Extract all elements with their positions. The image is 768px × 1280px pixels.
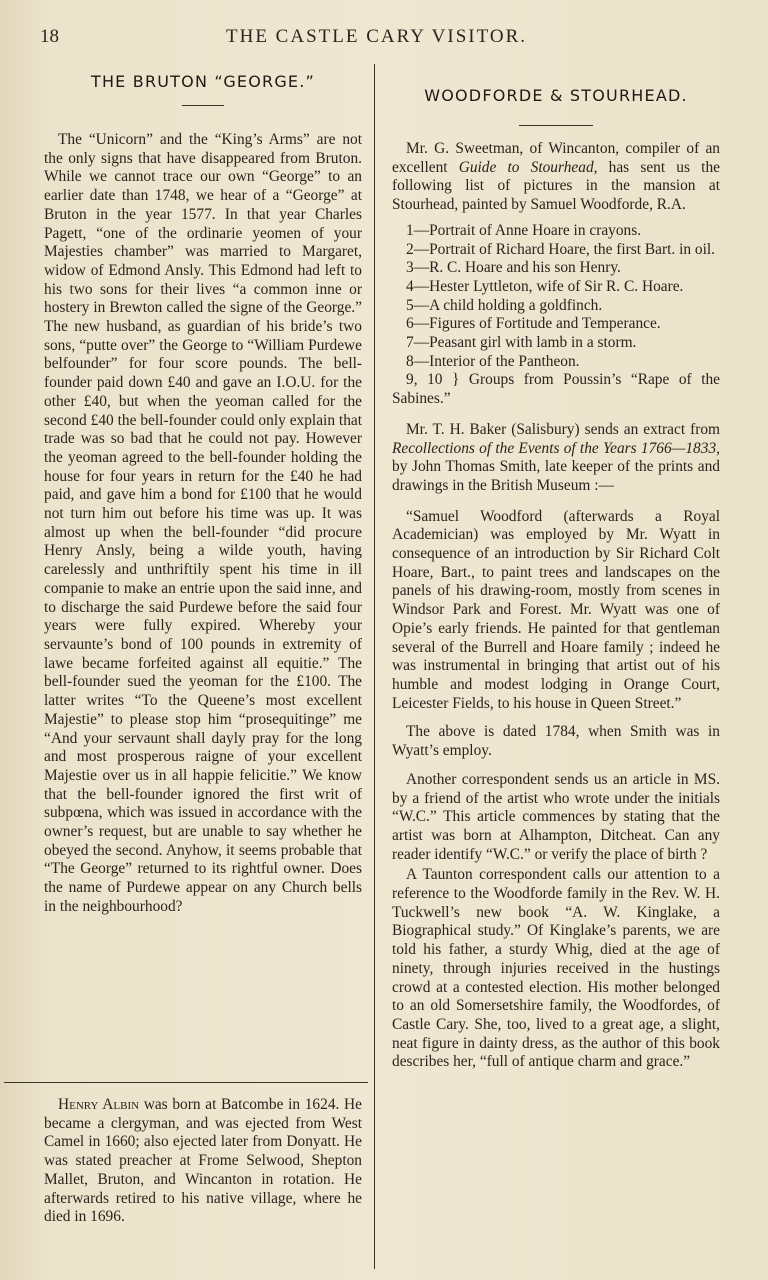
running-title: THE CASTLE CARY VISITOR. <box>226 26 528 47</box>
right-column <box>392 86 720 1072</box>
list-item: 5—A child holding a goldfinch. <box>406 296 603 314</box>
list-item: 2—Portrait of Richard Hoare, the first Bart. in oil. <box>406 240 716 258</box>
book-title: Recollections of the Events of the Years 1766—1833 <box>392 439 717 457</box>
column-divider <box>374 64 375 1269</box>
intro-text-cont: , has sent us the following list of pictures in the mansion at Stourhead, painted by Samuel Woodforde, R.A. <box>392 158 720 214</box>
dated-paragraph: The above is dated 1784, when Smith was in Wyatt’s employ. <box>392 723 720 760</box>
baker-text-cont: , by John Thomas Smith, late keeper of the prints and drawings in the British Museum :— <box>392 439 720 494</box>
list-item: 7—Peasant girl with lamb in a storm. <box>406 334 637 352</box>
title-rule <box>519 125 593 126</box>
article-title-bruton-george: THE BRUTON “GEORGE.” <box>90 72 316 91</box>
intro-text: Mr. G. Sweetman, of Wincanton, compiler of an excellent <box>392 140 720 176</box>
albin-note <box>44 1096 362 1227</box>
article-title-woodforde: WOODFORDE & STOURHEAD. <box>424 86 688 105</box>
albin-paragraph <box>44 1096 362 1227</box>
albin-name: Henry Albin <box>58 1096 140 1113</box>
section-rule <box>4 1082 368 1083</box>
taunton-paragraph: A Taunton correspondent calls our attention to a reference to the Woodforde family in the Rev. W. H. Tuckwell’s new book “A. W. Kinglake, a Biographical study.” Of Kinglake’s parents, we are told his father, a sturdy Whig, died at the age of ninety, through injuries received in the hustings crowd at a contested election. His mother belonged to an old Somersetshire family, the Woodfordes, of Castle Cary. She, too, lived to a great age, a slight, neat figure in dainty dress, as the author of this book describes her, “full of antique charm and grace.” <box>392 866 720 1071</box>
list-item: 8—Interior of the Pantheon. <box>406 352 580 370</box>
left-column <box>44 72 362 917</box>
intro-paragraph <box>392 140 720 215</box>
list-item: 9, 10 } Groups from Poussin’s “Rape of the Sabines.” <box>392 371 720 408</box>
list-item: 6—Figures of Fortitude and Temperance. <box>406 315 661 333</box>
page-header <box>40 26 730 58</box>
baker-paragraph <box>392 421 720 496</box>
pictures-list <box>392 222 720 409</box>
list-item: 3—R. C. Hoare and his son Henry. <box>406 259 621 277</box>
list-item: 1—Portrait of Anne Hoare in crayons. <box>406 221 642 239</box>
page-number: 18 <box>40 26 59 47</box>
smith-quote: “Samuel Woodford (afterwards a Royal Academician) was employed by Mr. Wyatt in consequence of an introduction by Sir Richard Colt Hoare, Bart., to paint trees and landscapes on the panels of his drawing-room, mostly from scenes in Windsor Park and Forest. Mr. Wyatt was one of Opie’s early friends. He painted for that gentleman several of the Burrell and Hoare family ; indeed he was instrumental in bringing that artist out of his humble and modest lodging in Orange Court, Leicester Fields, to his house in Queen Street.” <box>392 507 720 712</box>
title-rule <box>182 105 224 106</box>
article-body-bruton-george: The “Unicorn” and the “King’s Arms” are not the only signs that have disappeared from Bruton. While we cannot trace our own “George” to an earlier date than 1748, we hear of a “George” at Bruton in the year 1577. In that year Charles Pagett, “one of the ordinarie yeomen of your Majesties chamber” was married to Margaret, widow of Edmond Ansly. This Edmond had left to his two sons for their lives “a common inne or hostery in Brewton called the signe of the George.” The new husband, as guardian of his bride’s two sons, “putte over” the George to “William Purdewe belfounder” for four score pounds. The bell-founder paid down £40 and gave an I.O.U. for the other £40, but when the yeoman called for the second £40 the bell-founder could only explain that trade was so bad that he could not pay. However the yeoman agreed to the bell-founder holding the house for four years in return for the £40 he had paid, and gave him a bond for £100 that he would not turn him out before his time was up. It was almost up when the bell-founder “did procure Henry Ansly, being a wilde youth, having carelessly and unthriftily spent his time in ill companie to make an entrie upon the said inne, and to discharge the said Purdewe before the said four years were fully expired. Whereby your servaunte’s bond of 100 pounds in extremity of lawe became forfeited against all equitie.” The bell-founder sued the yeoman for the £100. The latter writes “To the Queene’s most excellent Majestie” to please stop him “prosequitinge” me “And your servaunt shall dayly pray for the long and most prosperous raigne of your excellent Majestie over us in all happie felicitie.” We know that the bell-founder ignored the first writ of subpœna, which was issued in accordance with the owner’s request, but are unable to say whether he obeyed the second. Anyhow, it seems probable that “The George” returned to its rightful owner. Does the name of Purdewe appear on any Church bells in the neighbourhood? <box>44 131 362 915</box>
another-correspondent-paragraph: Another correspondent sends us an article in MS. by a friend of the artist who wrote under the initials “W.C.” This article commences by stating that the artist was born at Alhampton, Ditcheat. Can any reader identify “W.C.” or verify the place of birth ? <box>392 770 720 863</box>
albin-text: was born at Batcombe in 1624. He became a clergyman, and was ejected from West Camel in 1660; also ejected later from Donyatt. He was stated preacher at Frome Selwood, Shepton Mallet, Bruton, and Wincanton in rotation. He afterwards retired to his native village, where he died in 1696. <box>44 1096 362 1226</box>
list-item: 4—Hester Lyttleton, wife of Sir R. C. Hoare. <box>406 277 684 295</box>
guide-title: Guide to Stourhead <box>458 158 594 176</box>
baker-text: Mr. T. H. Baker (Salisbury) sends an extract from <box>406 420 720 438</box>
